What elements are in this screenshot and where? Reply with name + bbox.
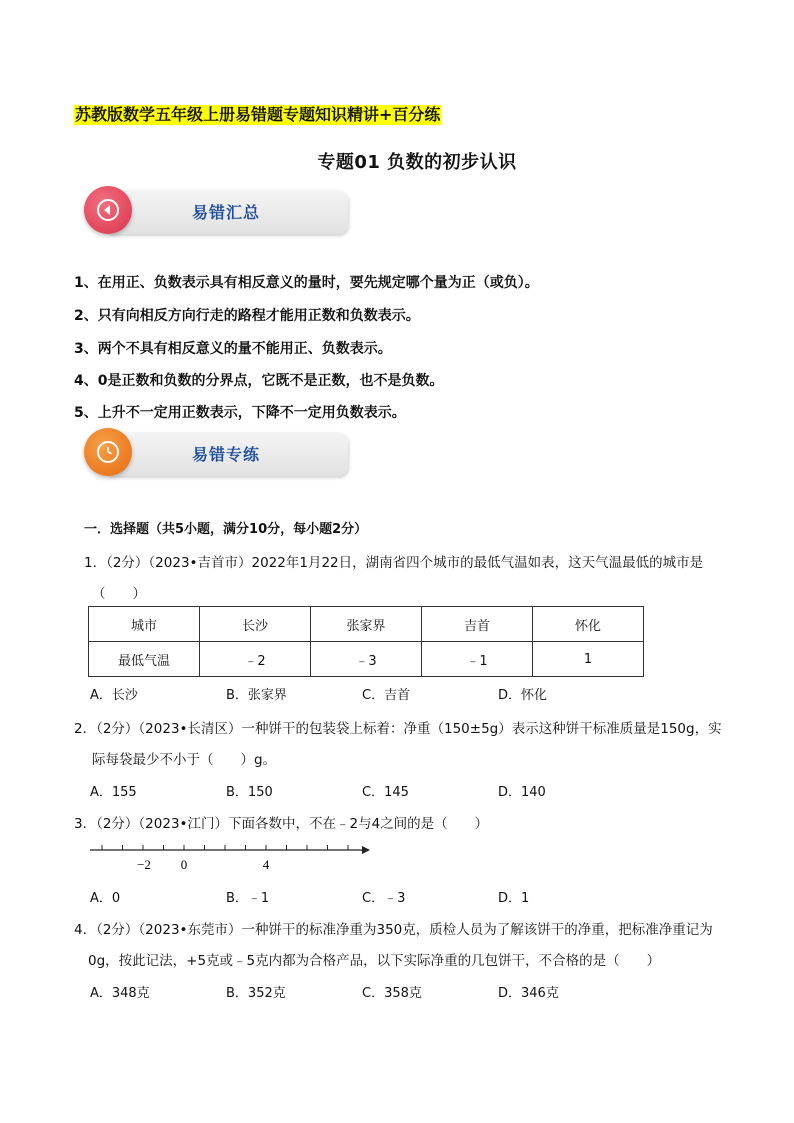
option-d[interactable]: D．怀化 [498, 688, 548, 703]
table-cell: 吉首 [422, 607, 533, 642]
option-c[interactable]: C．145 [362, 785, 409, 800]
question-3-text: 3．（2分）（2023•江门）下面各数中，不在﹣2与4之间的是（ ） [74, 816, 489, 832]
number-line-svg [86, 838, 376, 874]
question-2-text-cont: 际每袋最少不小于（ ）g。 [92, 752, 277, 768]
question-1-blank: （ ） [92, 586, 146, 602]
section-banner-summary [84, 186, 348, 240]
number-line-arrow [362, 846, 370, 854]
option-b[interactable]: B．150 [226, 785, 273, 800]
option-c[interactable]: C．吉首 [362, 688, 411, 703]
clock-icon [97, 441, 119, 463]
option-b[interactable]: B．﹣1 [226, 891, 270, 906]
tick-label-0: 0 [180, 857, 188, 872]
table-cell: 长沙 [200, 607, 311, 642]
option-d[interactable]: D．140 [498, 785, 546, 800]
table-cell: ﹣2 [200, 642, 311, 677]
question-4-text: 4．（2分）（2023•东莞市）一种饼干的标准净重为350克，质检人员为了解该饼干的净重，把标准净重记为 [74, 922, 713, 938]
table-cell: 最低气温 [89, 642, 200, 677]
table-cell: ﹣3 [311, 642, 422, 677]
table-cell: 1 [533, 642, 644, 677]
banner-circle [84, 428, 132, 476]
option-a[interactable]: A．348克 [90, 986, 150, 1001]
option-b[interactable]: B．352克 [226, 986, 286, 1001]
arrow-left-icon [97, 199, 119, 221]
banner-circle [84, 186, 132, 234]
banner-label: 易错汇总 [192, 203, 261, 222]
table-cell: 怀化 [533, 607, 644, 642]
document-header: 苏教版数学五年级上册易错题专题知识精讲+百分练 [75, 105, 441, 124]
rule-item: 1、在用正、负数表示具有相反意义的量时，要先规定哪个量为正（或负）。 [74, 275, 539, 291]
temperature-table [88, 606, 644, 677]
rule-item: 4、0是正数和负数的分界点，它既不是正数，也不是负数。 [74, 373, 444, 389]
option-d[interactable]: D．346克 [498, 986, 559, 1001]
rule-item: 2、只有向相反方向行走的路程才能用正数和负数表示。 [74, 308, 420, 324]
option-c[interactable]: C．﹣3 [362, 891, 406, 906]
document-title: 专题01 负数的初步认识 [317, 152, 517, 173]
table-header-row [89, 607, 644, 642]
table-row [89, 642, 644, 677]
number-line [86, 838, 376, 878]
question-1-text: 1．（2分）（2023•吉首市）2022年1月22日，湖南省四个城市的最低气温如表，这天气温最低的城市是 [84, 555, 704, 571]
section-title: 一．选择题（共5小题，满分10分，每小题2分） [84, 522, 368, 537]
section-banner-practice [84, 428, 348, 482]
table-cell: 张家界 [311, 607, 422, 642]
question-2-text: 2．（2分）（2023•长清区）一种饼干的包装袋上标着：净重（150±5g）表示这种饼干标准质量是150g，实 [74, 721, 722, 737]
option-d[interactable]: D．1 [498, 891, 530, 906]
option-c[interactable]: C．358克 [362, 986, 422, 1001]
rule-item: 5、上升不一定用正数表示，下降不一定用负数表示。 [74, 405, 406, 421]
table-cell: 城市 [89, 607, 200, 642]
question-4-text-cont: 0g，按此记法，+5克或﹣5克内都为合格产品，以下实际净重的几包饼干，不合格的是（ ） [88, 953, 661, 969]
rule-item: 3、两个不具有相反意义的量不能用正、负数表示。 [74, 341, 392, 357]
option-a[interactable]: A．长沙 [90, 688, 138, 703]
tick-label-neg2: −2 [137, 857, 151, 872]
option-a[interactable]: A．155 [90, 785, 137, 800]
banner-label: 易错专练 [192, 445, 261, 464]
table-cell: ﹣1 [422, 642, 533, 677]
tick-label-4: 4 [262, 857, 270, 872]
option-b[interactable]: B．张家界 [226, 688, 287, 703]
option-a[interactable]: A．0 [90, 891, 121, 906]
